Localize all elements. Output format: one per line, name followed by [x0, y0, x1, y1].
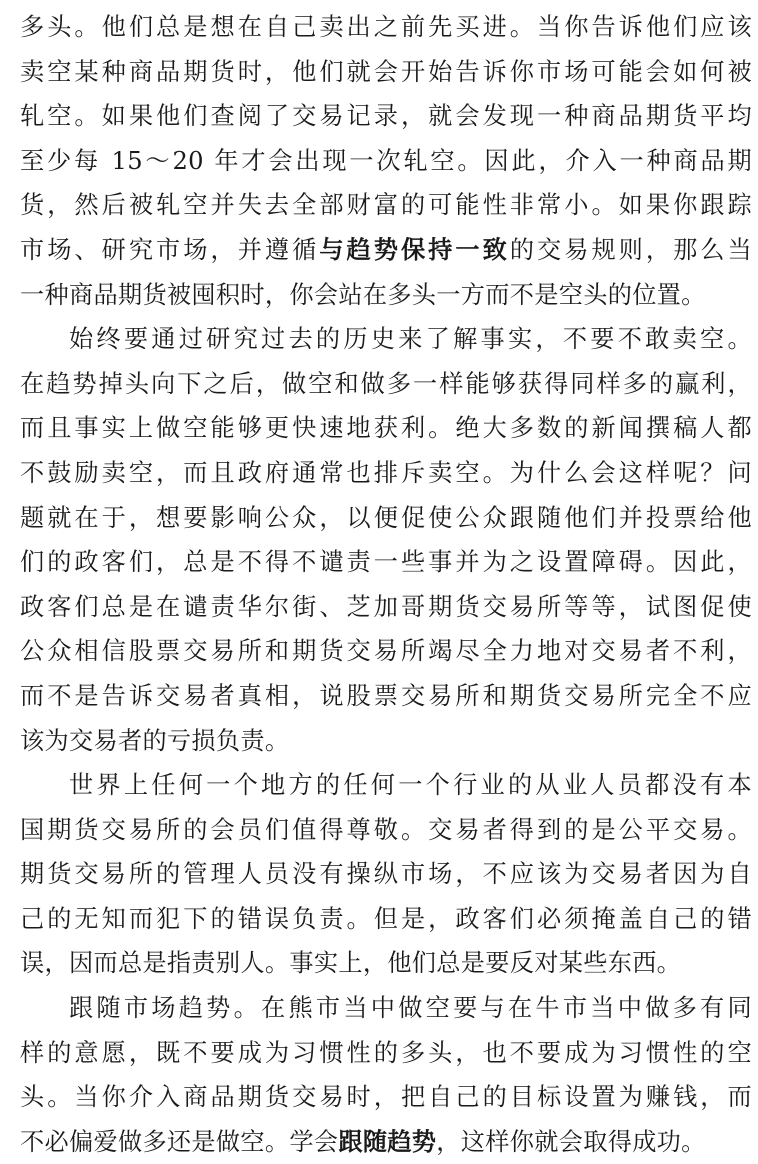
text-line [20, 763, 752, 808]
text-segment: 卖空某种商品期货时，他们就会开始告诉你市场可能会如何被 [20, 57, 752, 86]
text-segment: 至少每 15～20 年才会出现一次轧空。因此，介入一种商品期 [20, 146, 752, 175]
text-segment: 在趋势掉头向下之后，做空和做多一样能够获得同样多的赢利， [20, 369, 752, 398]
text-line [20, 540, 752, 585]
text-segment: 政客们总是在谴责华尔街、芝加哥期货交易所等等，试图促使 [20, 592, 752, 621]
text-line [20, 585, 752, 630]
text-line [20, 629, 752, 674]
text-line [20, 451, 752, 496]
text-line [20, 5, 752, 50]
text-line [20, 719, 752, 764]
text-line [20, 139, 752, 184]
text-segment: 公众相信股票交易所和期货交易所竭尽全力地对交易者不利， [20, 637, 752, 666]
text-line [20, 94, 752, 139]
text-segment: 样的意愿，既不要成为习惯性的多头，也不要成为习惯性的空 [20, 1038, 752, 1067]
text-segment: 市场、研究市场，并遵循 [20, 235, 320, 264]
text-segment: 多头。他们总是想在自己卖出之前先买进。当你告诉他们应该 [20, 13, 752, 41]
text-line [20, 941, 752, 986]
emphasized-text: 与趋势保持一致 [319, 235, 510, 264]
paragraph [20, 317, 752, 763]
text-segment: 始终要通过研究过去的历史来了解事实，不要不敢卖空。 [69, 325, 752, 354]
text-line [20, 406, 752, 451]
text-segment: 国期货交易所的会员们值得尊敬。交易者得到的是公平交易。 [20, 815, 752, 844]
text-line [20, 897, 752, 942]
text-segment: 的交易规则，那么当 [509, 235, 752, 264]
text-segment: 而且事实上做空能够更快速地获利。绝大多数的新闻撰稿人都 [20, 414, 752, 443]
text-segment: 误，因而总是指责别人。事实上，他们总是要反对某些东西。 [20, 949, 682, 978]
text-segment: 世界上任何一个地方的任何一个行业的从业人员都没有本 [69, 771, 752, 800]
text-line [20, 273, 752, 318]
text-segment: 不必偏爱做多还是做空。学会 [20, 1127, 339, 1156]
text-line [20, 317, 752, 362]
text-line [20, 986, 752, 1031]
text-line [20, 852, 752, 897]
emphasized-text: 跟随趋势 [338, 1127, 437, 1156]
text-line [20, 183, 752, 228]
text-line [20, 50, 752, 95]
text-segment: 头。当你介入商品期货交易时，把自己的目标设置为赚钱，而 [20, 1083, 752, 1112]
text-segment: 己的无知而犯下的错误负责。但是，政客们必须掩盖自己的错 [20, 904, 752, 933]
paragraph [20, 5, 752, 317]
text-line [20, 808, 752, 853]
text-line [20, 1120, 752, 1164]
text-segment: 们的政客们，总是不得不谴责一些事并为之设置障碍。因此， [20, 548, 752, 577]
text-segment: 期货交易所的管理人员没有操纵市场，不应该为交易者因为自 [20, 860, 752, 889]
text-line [20, 1031, 752, 1076]
text-segment: 跟随市场趋势。在熊市当中做空要与在牛市当中做多有同 [69, 994, 752, 1023]
text-line [20, 674, 752, 719]
text-line [20, 362, 752, 407]
paragraph [20, 986, 752, 1164]
page-text-body [20, 5, 752, 1164]
text-segment: 不鼓励卖空，而且政府通常也排斥卖空。为什么会这样呢？问 [20, 458, 752, 487]
text-line [20, 1075, 752, 1120]
text-segment: 轧空。如果他们查阅了交易记录，就会发现一种商品期货平均 [20, 102, 752, 131]
text-segment: 题就在于，想要影响公众，以便促使公众跟随他们并投票给他 [20, 503, 752, 532]
text-segment: ，这样你就会取得成功。 [436, 1127, 706, 1156]
text-segment: 该为交易者的亏损负责。 [20, 726, 290, 755]
text-segment: 而不是告诉交易者真相，说股票交易所和期货交易所完全不应 [20, 681, 752, 710]
text-line [20, 496, 752, 541]
paragraph [20, 763, 752, 986]
text-line [20, 228, 752, 273]
text-segment: 一种商品期货被囤积时，你会站在多头一方而不是空头的位置。 [20, 280, 706, 309]
text-segment: 货，然后被轧空并失去全部财富的可能性非常小。如果你跟踪 [20, 191, 752, 220]
